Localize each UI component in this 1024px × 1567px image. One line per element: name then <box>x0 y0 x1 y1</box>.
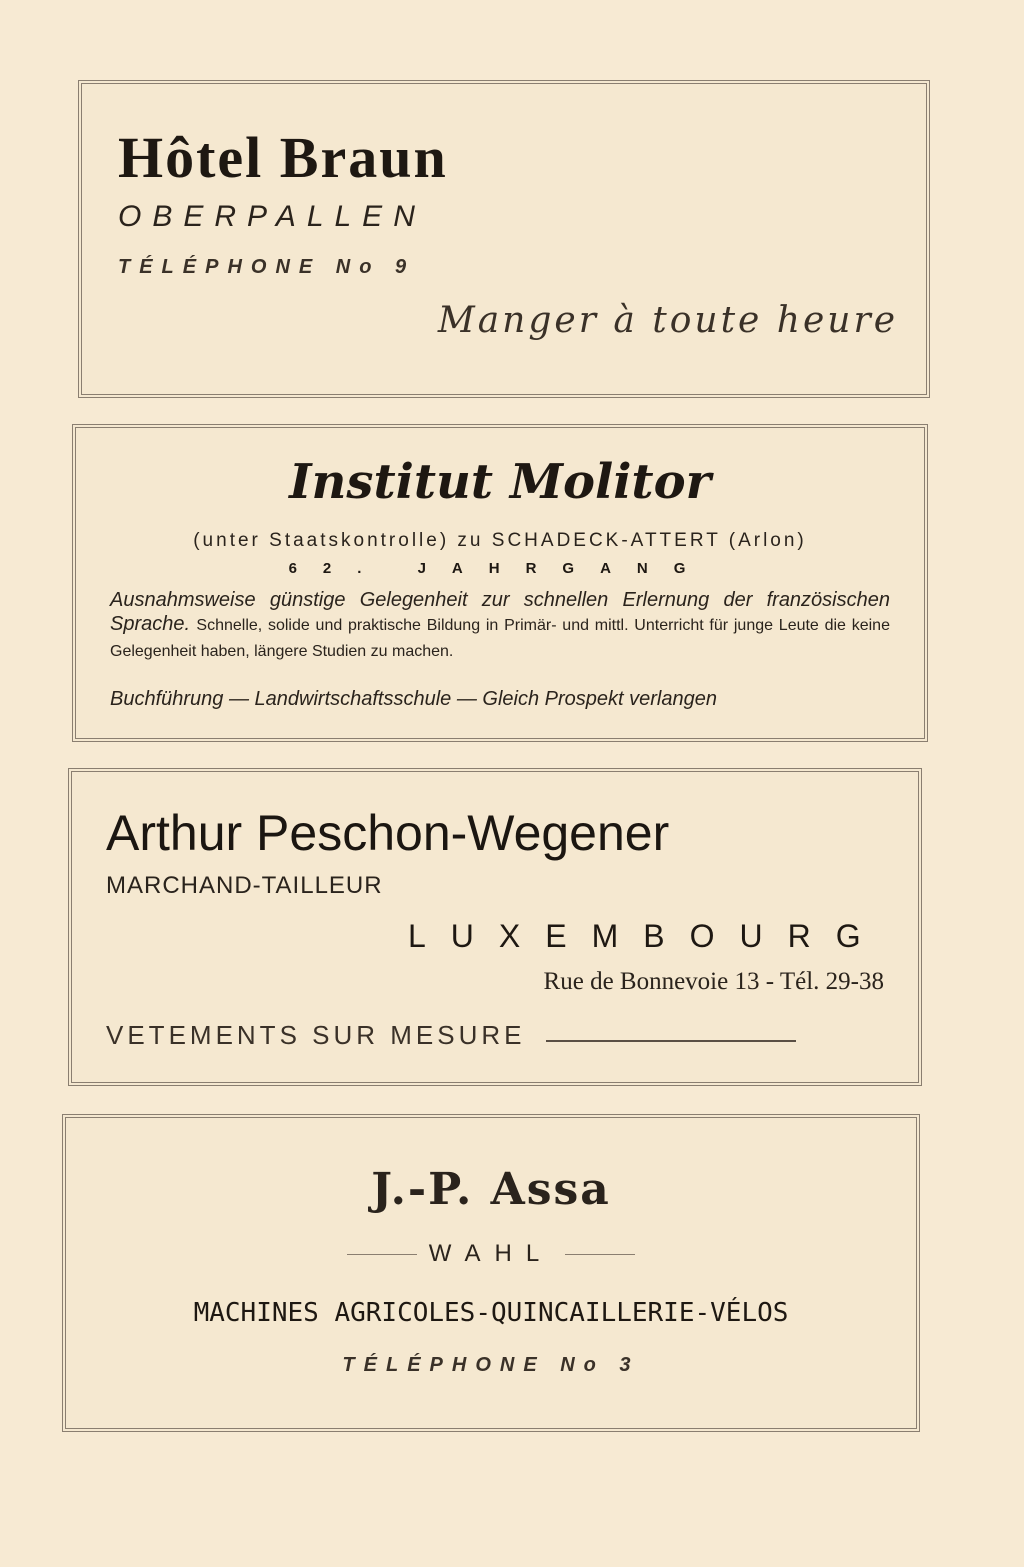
ad-assa <box>62 1114 920 1432</box>
institut-lead: Ausnahmsweise günstige Gelegenheit zur schnellen Erlernung der französischen Sprache. <box>110 589 890 635</box>
assa-place: WAHL <box>428 1240 554 1267</box>
hotel-phone: TÉLÉPHONE No 9 <box>118 256 416 278</box>
left-rule <box>347 1254 417 1255</box>
hotel-place: OBERPALLEN <box>118 200 426 233</box>
tailor-address: Rue de Bonnevoie 13 - Tél. 29-38 <box>543 968 884 995</box>
institut-year: 62. JAHRGANG <box>288 560 712 577</box>
tailor-city: LUXEMBOURG <box>408 918 886 954</box>
hotel-name: Hôtel Braun <box>118 125 448 190</box>
tailor-tagline-row <box>106 1020 796 1051</box>
institut-body: Schnelle, solide und praktische Bildung in Primär- und mittl. Unterricht für junge Leute die keine Gelegenheit haben, längere Studien zu machen. <box>110 617 890 660</box>
assa-name: J.-P. Assa <box>371 1164 611 1215</box>
tailor-name: Arthur Peschon-Wegener <box>106 805 670 861</box>
ad-institut-molitor <box>72 424 928 742</box>
hotel-slogan: Manger à toute heure <box>437 300 898 341</box>
tailor-tagline: VETEMENTS SUR MESURE <box>106 1020 526 1050</box>
institut-location: (unter Staatskontrolle) zu SCHADECK-ATTERT (Arlon) <box>193 530 807 551</box>
right-rule <box>565 1254 635 1255</box>
assa-goods: MACHINES AGRICOLES-QUINCAILLERIE-VÉLOS <box>193 1298 789 1328</box>
ad-hotel-braun <box>78 80 930 398</box>
tagline-divider <box>546 1040 796 1042</box>
ad-peschon-wegener <box>68 768 922 1086</box>
tailor-trade: MARCHAND-TAILLEUR <box>106 872 383 899</box>
assa-place-row <box>66 1240 916 1268</box>
assa-phone: TÉLÉPHONE No 3 <box>342 1354 640 1376</box>
institut-footer: Buchführung — Landwirtschaftsschule — Gleich Prospekt verlangen <box>110 688 717 710</box>
institut-name: Institut Molitor <box>289 454 711 510</box>
institut-description <box>110 588 890 664</box>
